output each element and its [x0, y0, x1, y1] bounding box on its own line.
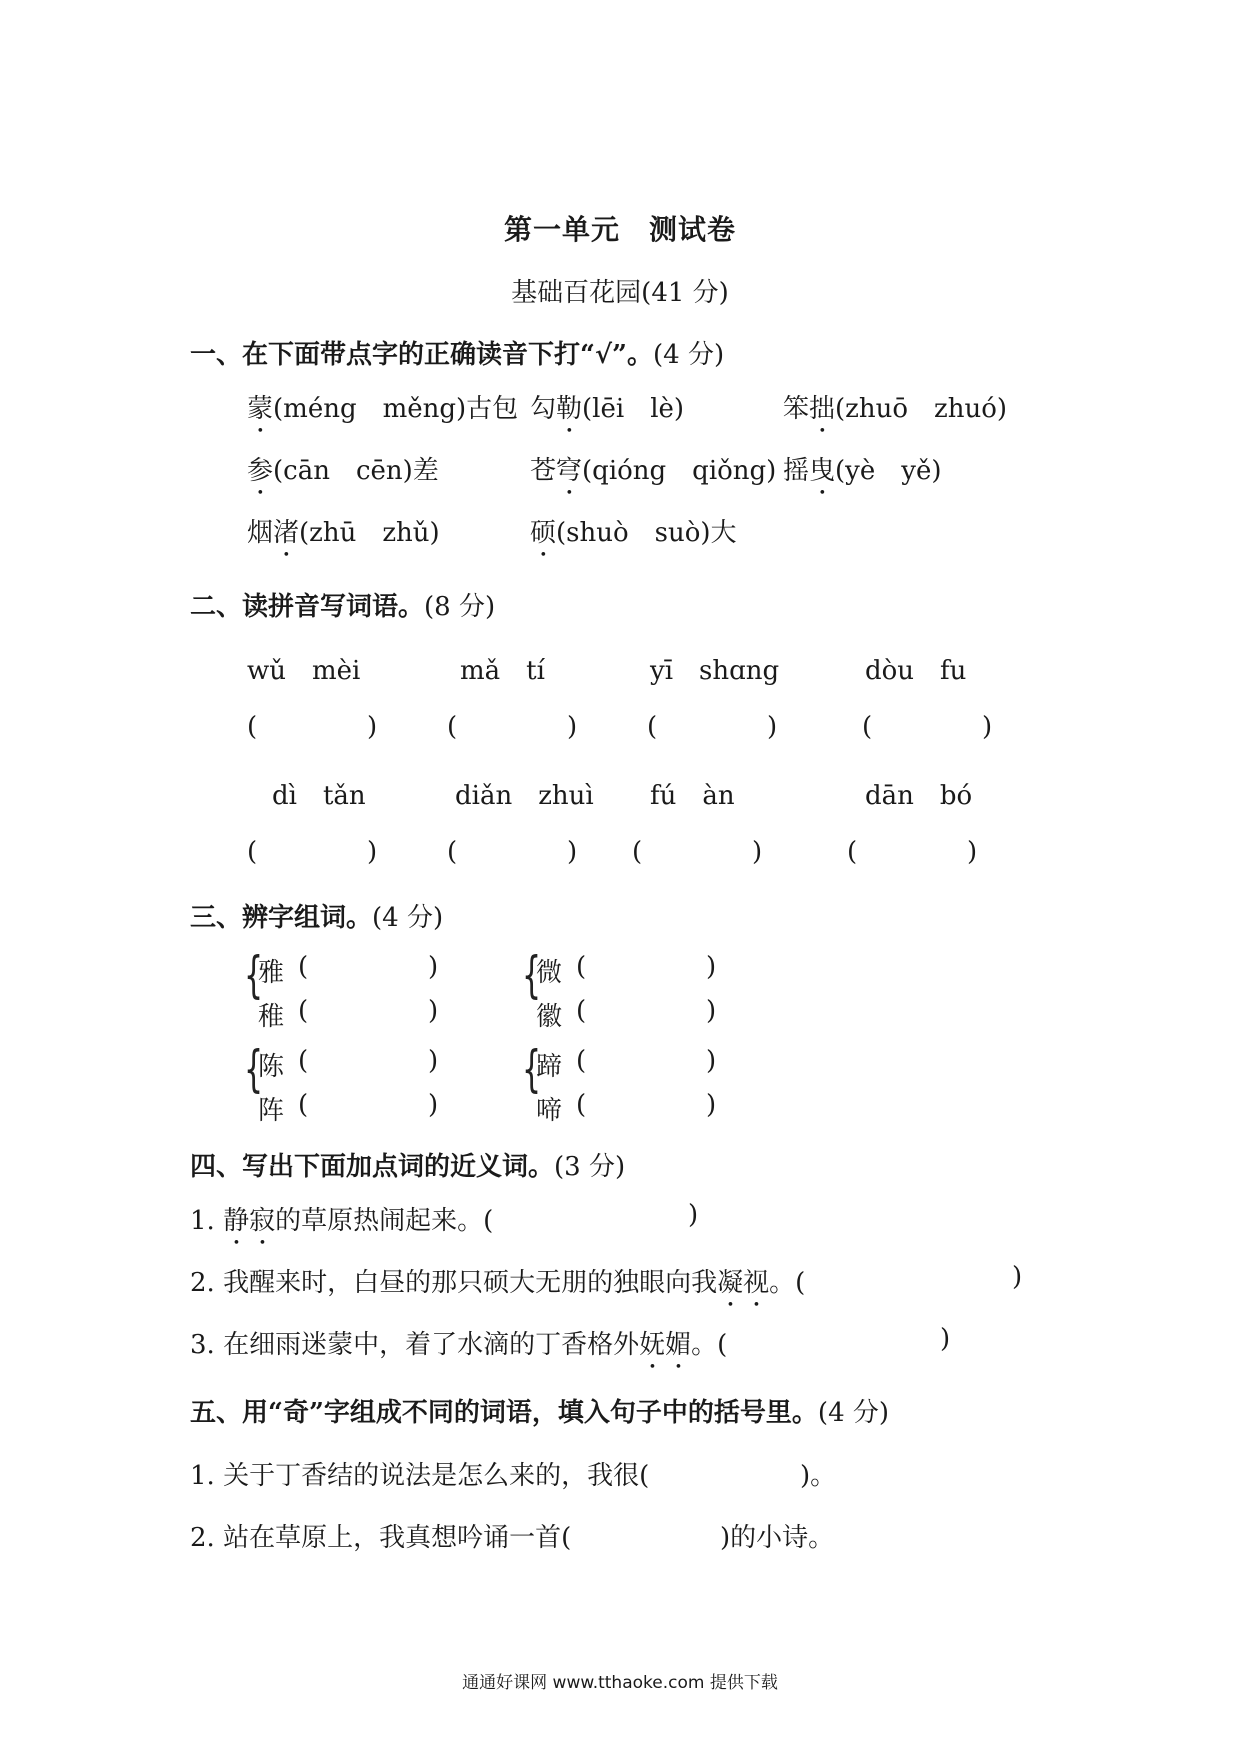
s1-item-suffix: (qióng qiǒng) — [582, 456, 777, 486]
s1-item-suffix: (yè yě) — [835, 456, 942, 486]
answer-blank-right-paren: ) — [767, 712, 778, 742]
answer-blank-left-paren: ( — [576, 952, 587, 982]
char: 稚 — [258, 1002, 285, 1032]
s1-item-dotted-char: 参 — [247, 456, 274, 486]
answer-blank-left-paren: ( — [447, 712, 458, 742]
s4-item-dotted-word: 妩媚 — [639, 1330, 692, 1360]
pinyin-word: yī shɑng — [650, 656, 780, 686]
answer-blank-right-paren: ) — [367, 837, 378, 867]
s1-item-dotted-char: 硕 — [530, 518, 557, 548]
answer-blank-right-paren: ) — [428, 1090, 439, 1120]
answer-blank-right-paren: ) — [428, 952, 439, 982]
s1-item — [783, 388, 1007, 439]
section-5-score: (4 分) — [817, 1398, 890, 1428]
section-4-heading — [190, 1146, 625, 1183]
char: 陈 — [258, 1052, 285, 1082]
answer-blank-right-paren: ) — [428, 996, 439, 1026]
answer-blank-right-paren: ) — [567, 712, 578, 742]
answer-blank-left-paren: ( — [632, 837, 643, 867]
answer-blank-left-paren: ( — [298, 1046, 309, 1076]
s4-item-dotted-word: 静寂 — [223, 1206, 276, 1236]
answer-blank-right-paren: ) — [367, 712, 378, 742]
char: 徽 — [536, 1002, 563, 1032]
s4-item — [190, 1262, 805, 1313]
answer-blank-left-paren: ( — [298, 952, 309, 982]
footer-credit: 通通好课网 www.tthaoke.com 提供下载 — [462, 1673, 778, 1693]
brace-icon: { — [522, 1040, 542, 1098]
section-2-score: (8 分) — [424, 592, 496, 622]
answer-blank-left-paren: ( — [247, 712, 258, 742]
s1-item-prefix: 笨 — [783, 394, 810, 424]
s1-item-prefix: 摇 — [783, 456, 810, 486]
s1-item — [247, 388, 518, 439]
char-pair-item — [536, 1046, 562, 1083]
answer-blank-right-paren: ) — [940, 1324, 951, 1354]
answer-blank-left-paren: ( — [576, 996, 587, 1026]
pinyin-word: fú àn — [650, 781, 735, 811]
s4-item-suffix: 。( — [691, 1330, 728, 1360]
s4-item-prefix: 2. 我醒来时，白昼的那只硕大无朋的独眼向我 — [190, 1268, 718, 1298]
answer-blank-right-paren: ) — [706, 996, 717, 1026]
section-3-heading — [190, 897, 443, 934]
s4-item — [190, 1324, 727, 1375]
s4-item-suffix: 的草原热闹起来。( — [275, 1206, 494, 1236]
char: 蹄 — [536, 1052, 563, 1082]
brace-icon: { — [522, 946, 542, 1004]
char-pair-item — [536, 996, 562, 1033]
s1-item-dotted-char: 穹 — [556, 456, 583, 486]
brace-icon: { — [244, 1040, 264, 1098]
char: 雅 — [258, 958, 285, 988]
answer-blank-left-paren: ( — [247, 837, 258, 867]
s1-item — [530, 512, 737, 563]
section-4-score: (3 分) — [554, 1152, 626, 1182]
s1-item-suffix: (lēi lè) — [582, 394, 685, 424]
s4-item — [190, 1200, 493, 1251]
answer-blank-left-paren: ( — [862, 712, 873, 742]
char-pair-item — [536, 952, 562, 989]
page-subtitle: 基础百花园(41 分) — [511, 278, 729, 308]
s1-item-dotted-char: 渚 — [273, 518, 300, 548]
char: 阵 — [258, 1096, 285, 1126]
section-4-title: 四、写出下面加点词的近义词。 — [190, 1152, 555, 1182]
brace-icon: { — [244, 946, 264, 1004]
answer-blank-right-paren: )的小诗。 — [720, 1523, 835, 1553]
section-3-title: 三、辨字组词。 — [190, 903, 373, 933]
s1-item — [247, 450, 439, 501]
answer-blank-right-paren: ) — [428, 1046, 439, 1076]
s1-item-dotted-char: 拙 — [809, 394, 836, 424]
section-5-heading — [190, 1392, 889, 1429]
s1-item-dotted-char: 曳 — [809, 456, 836, 486]
pinyin-word: dān bó — [865, 781, 973, 811]
section-2-title: 二、读拼音写词语。 — [190, 592, 425, 622]
answer-blank-right-paren: ) — [752, 837, 763, 867]
answer-blank-right-paren: ) — [688, 1200, 699, 1230]
s4-item-dotted-word: 凝视 — [717, 1268, 770, 1298]
char-pair-item — [258, 996, 284, 1033]
pinyin-word: dì tǎn — [272, 781, 366, 811]
char-pair-item — [536, 1090, 562, 1127]
char-pair-item — [258, 1046, 284, 1083]
answer-blank-right-paren: ) — [706, 1090, 717, 1120]
pinyin-word: mǎ tí — [460, 656, 545, 686]
s1-item-prefix: 苍 — [530, 456, 557, 486]
s1-item — [530, 450, 776, 501]
pinyin-word: dòu fu — [865, 656, 967, 686]
s1-item-suffix: (cān cēn)差 — [273, 456, 439, 486]
answer-blank-right-paren: ) — [982, 712, 993, 742]
s1-item — [530, 388, 684, 439]
s5-item-text: 2. 站在草原上，我真想吟诵一首( — [190, 1523, 572, 1553]
answer-blank-left-paren: ( — [576, 1046, 587, 1076]
answer-blank-left-paren: ( — [298, 1090, 309, 1120]
answer-blank-left-paren: ( — [847, 837, 858, 867]
char: 微 — [536, 958, 563, 988]
s1-item-suffix: (zhū zhǔ) — [299, 518, 440, 548]
char-pair-item — [258, 952, 284, 989]
section-3-score: (4 分) — [372, 903, 444, 933]
char-pair-item — [258, 1090, 284, 1127]
section-1-heading — [190, 334, 724, 371]
s4-item-prefix: 1. — [190, 1206, 224, 1236]
answer-blank-left-paren: ( — [298, 996, 309, 1026]
s1-item-prefix: 烟 — [247, 518, 274, 548]
s1-item — [247, 512, 440, 563]
section-1-title: 一、在下面带点字的正确读音下打“√”。 — [190, 340, 653, 370]
answer-blank-right-paren: ) — [706, 1046, 717, 1076]
answer-blank-right-paren: ) — [1012, 1262, 1023, 1292]
s1-item-prefix: 勾 — [530, 394, 557, 424]
answer-blank-left-paren: ( — [447, 837, 458, 867]
pinyin-word: wǔ mèi — [247, 656, 361, 686]
section-1-score: (4 分) — [653, 340, 725, 370]
s1-item-dotted-char: 勒 — [556, 394, 583, 424]
section-5-title: 五、用“奇”字组成不同的词语，填入句子中的括号里。 — [190, 1398, 818, 1428]
answer-blank-left-paren: ( — [647, 712, 658, 742]
answer-blank-right-paren: ) — [567, 837, 578, 867]
s1-item — [783, 450, 941, 501]
answer-blank-right-paren: ) — [967, 837, 978, 867]
answer-blank-right-paren: )。 — [800, 1461, 837, 1491]
s5-item-text: 1. 关于丁香结的说法是怎么来的，我很( — [190, 1461, 650, 1491]
s1-item-suffix: (méng měng)古包 — [273, 394, 519, 424]
s1-item-suffix: (shuò suò)大 — [556, 518, 737, 548]
answer-blank-left-paren: ( — [576, 1090, 587, 1120]
s1-item-suffix: (zhuō zhuó) — [835, 394, 1008, 424]
char: 啼 — [536, 1096, 563, 1126]
page-title: 第一单元 测试卷 — [503, 213, 736, 246]
answer-blank-right-paren: ) — [706, 952, 717, 982]
s1-item-dotted-char: 蒙 — [247, 394, 274, 424]
s4-item-suffix: 。( — [769, 1268, 806, 1298]
pinyin-word: diǎn zhuì — [455, 781, 594, 811]
s4-item-prefix: 3. 在细雨迷蒙中，着了水滴的丁香格外 — [190, 1330, 640, 1360]
section-2-heading — [190, 586, 495, 623]
